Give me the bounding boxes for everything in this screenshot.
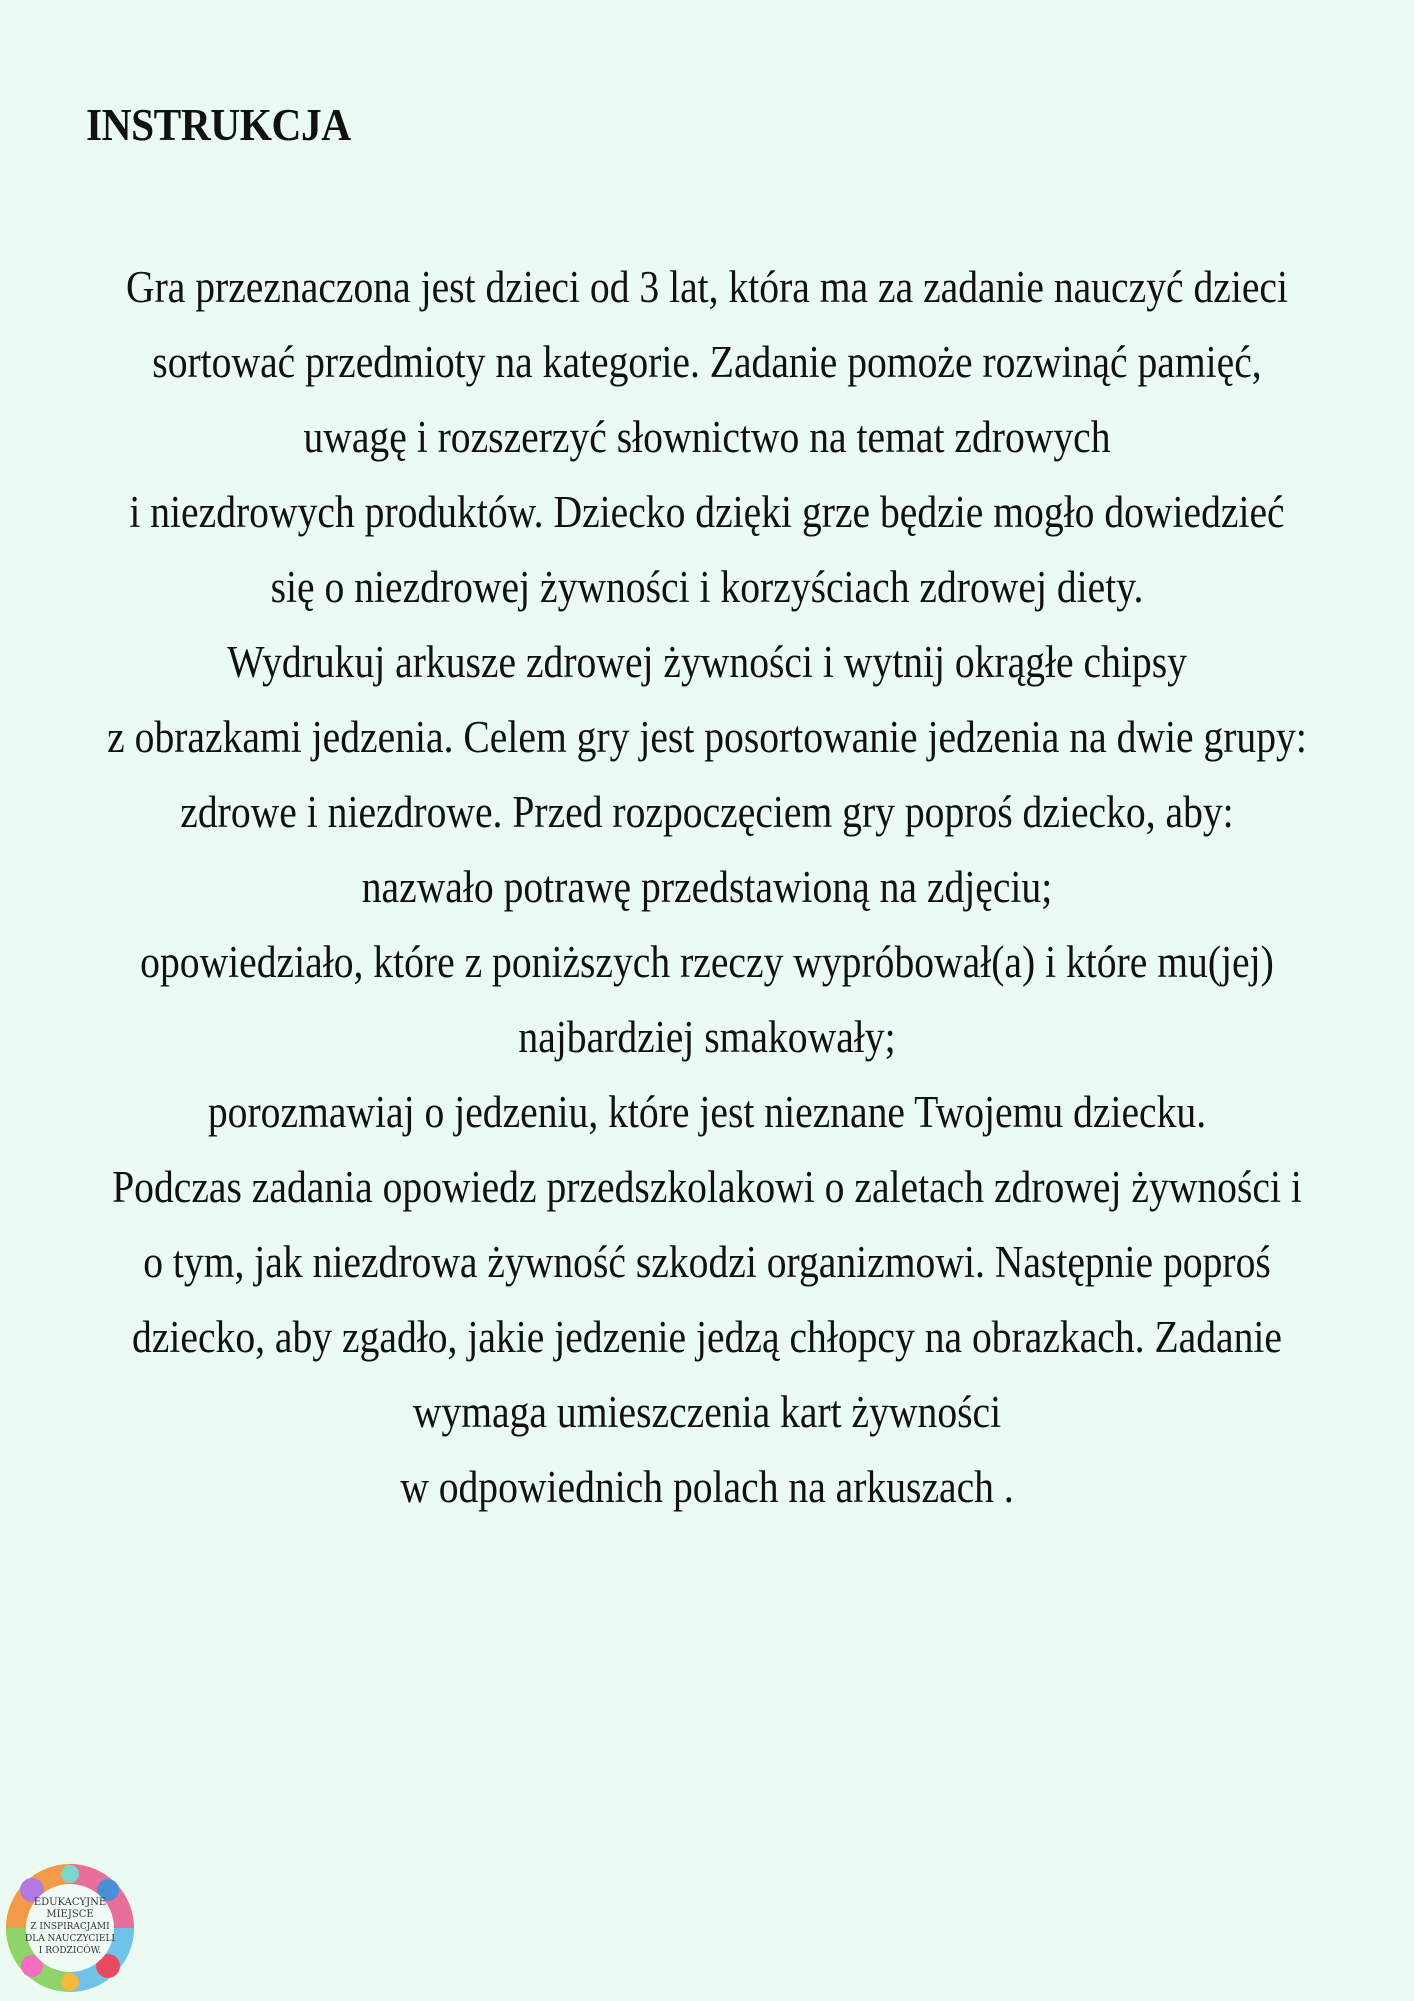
text-line: z obrazkami jedzenia. Celem gry jest posortowanie jedzenia na dwie grupy: [107,712,1307,762]
text-line: w odpowiednich polach na arkuszach . [400,1462,1014,1512]
text-line: Podczas zadania opowiedz przedszkolakowi o zaletach zdrowej żywności i [112,1162,1302,1212]
page-title: INSTRUKCJA [86,99,351,150]
text-line: uwagę i rozszerzyć słownictwo na temat zdrowych [303,412,1111,462]
svg-text:EDUKACYJNE: EDUKACYJNE [33,1897,107,1908]
text-line: wymaga umieszczenia kart żywności [412,1387,1002,1437]
text-line: o tym, jak niezdrowa żywność szkodzi organizmowi. Następnie poproś [143,1237,1271,1287]
text-line: Wydrukuj arkusze zdrowej żywności i wytnij okrągłe chipsy [227,637,1187,687]
text-line: zdrowe i niezdrowe. Przed rozpoczęciem gry poproś dziecko, aby: [180,787,1234,837]
hands-circle-logo-icon [2,1860,138,1996]
text-line: porozmawiaj o jedzeniu, które jest nieznane Twojemu dziecku. [207,1087,1207,1137]
instruction-text [0,250,1414,1525]
text-line: się o niezdrowej żywności i korzyściach zdrowej diety. [270,562,1144,612]
text-line: sortować przedmioty na kategorie. Zadanie pomoże rozwinąć pamięć, [152,337,1262,387]
logo [2,1860,138,1996]
svg-text:DLA NAUCZYCIELI: DLA NAUCZYCIELI [25,1934,115,1944]
svg-text:Z INSPIRACJAMI: Z INSPIRACJAMI [30,1922,110,1932]
text-line: Gra przeznaczona jest dzieci od 3 lat, która ma za zadanie nauczyć dzieci [125,262,1289,312]
svg-text:I RODZICÓW.: I RODZICÓW. [38,1946,102,1956]
text-line: i niezdrowych produktów. Dziecko dzięki grze będzie mogło dowiedzieć [129,487,1285,537]
svg-text:MIEJSCE: MIEJSCE [46,1909,94,1920]
text-line: opowiedziało, które z poniższych rzeczy wypróbował(a) i które mu(jej) [140,937,1274,987]
text-line: najbardziej smakowały; [518,1012,896,1062]
text-line: dziecko, aby zgadło, jakie jedzenie jedzą chłopcy na obrazkach. Zadanie [131,1312,1282,1362]
text-line: nazwało potrawę przedstawioną na zdjęciu; [361,862,1053,912]
